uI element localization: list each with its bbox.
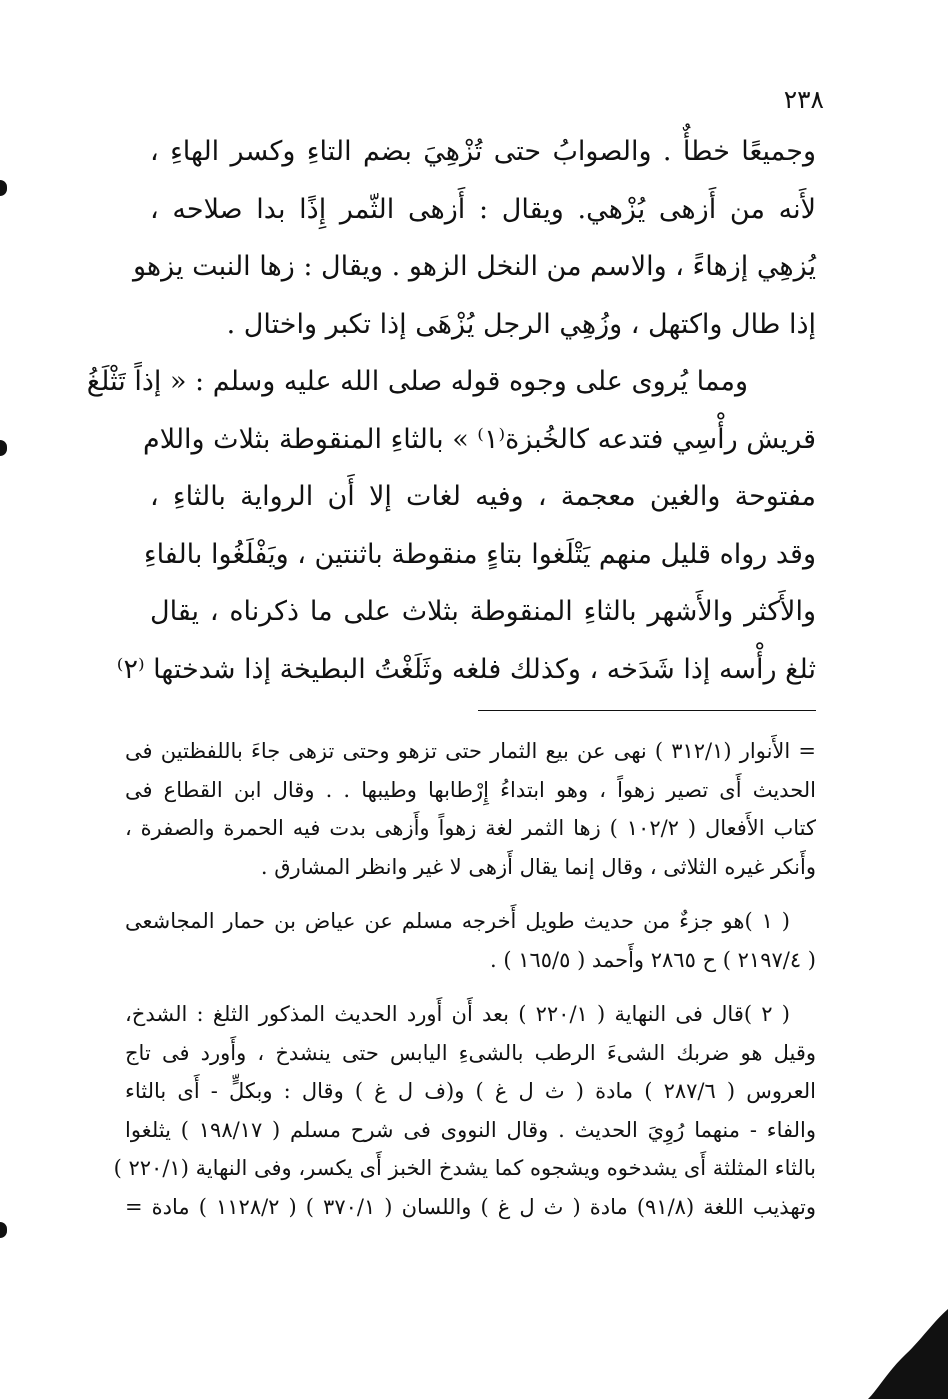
footnote-line: = الأَنوار (٣١٢/١ ) نهى عن بيع الثمار حتى تزهو وحتى تزهى جاءَ باللفظتين فى: [125, 739, 816, 763]
footnote-line: العروس ( ٢٨٧/٦ ) مادة ( ث ل غ ) و(ف ل غ ) وقال : وبكلٍّ - أَى بالثاء: [125, 1079, 816, 1103]
main-line: مفتوحة والغين معجمة ، وفيه لغات إلا أَن الرواية بالثاءِ ،: [150, 481, 816, 512]
scan-corner-shadow: [868, 1309, 948, 1399]
footnote-line: الحديث أَى تصير زهواً ، وهو ابتداءُ إِرْطابها وطيبها . . وقال ابن القطاع فى: [125, 777, 816, 802]
main-line: ومما يُروى على وجوه قوله صلى الله عليه وسلم : « إذاً تَثْلَغُ: [86, 366, 748, 397]
main-line: قريش رأْسِي فتدعه كالخُبزة⁽١⁾ » بالثاءِ المنقوطة بثلاث واللام: [143, 423, 816, 455]
footnote-gap: [125, 886, 816, 902]
footnote-line: والفاء - منهما رُوِيَ الحديث . وقال النووى فى شرح مسلم ( ١٩٨/١٧ ) يثلغوا: [125, 1117, 816, 1142]
footnote-line: وقيل هو ضربك الشىءَ الرطب بالشىءِ اليابس حتى ينشدخ ، وأَورد فى تاج: [125, 1040, 816, 1065]
main-line: ثلغ رأْسه إذا شَدَخه ، وكذلك فلغه وثَلَغْتُ البطيخة إذا شدختها ⁽٢⁾: [116, 653, 816, 685]
footnote-line: ( ١ )هو جزءٌ من حديث طويل أَخرجه مسلم عن عياض بن حمار المجاشعى: [125, 909, 791, 933]
binding-hole-mark: [0, 180, 7, 196]
footnotes: [113, 732, 817, 1226]
footnote-line: بالثاء المثلثة أَى يشدخوه ويشجوه كما يشدخ الخبز أَى يكسر، وفى النهاية (٢٢٠/١ ): [113, 1156, 816, 1180]
footnote-line: وأَنكر غيره الثلاثى ، وقال إنما يقال أَزهى لا غير وانظر المشارق .: [260, 854, 816, 879]
main-line: إذا طال واكتهل ، وزُهِي الرجل يُزْهَى إذا تكبر واختال .: [226, 308, 816, 340]
main-line: والأَكثر والأَشهر بالثاءِ المنقوطة بثلاث على ما ذكرناه ، يقال: [150, 596, 816, 627]
footnote-line: ( ٢ )قال فى النهاية ( ٢٢٠/١ ) بعد أَن أَورد الحديث المذكور الثلغ : الشدخ،: [125, 1002, 790, 1026]
footnote-divider: [478, 710, 816, 711]
main-text: [86, 123, 816, 698]
binding-hole-mark: [0, 440, 7, 456]
footnote-gap: [125, 979, 816, 995]
binding-hole-mark: [0, 1222, 7, 1238]
footnote-line: وتهذيب اللغة (٩١/٨) مادة ( ث ل غ ) واللسان ( ٣٧٠/١ ) ( ١١٢٨/٢ ) مادة =: [125, 1194, 816, 1219]
footnote-line: كتاب الأَفعال ( ١٠٢/٢ ) زها الثمر لغة زهواً وأَزهى بدت فيه الحمرة والصفرة ،: [125, 816, 817, 840]
main-line: يُزهِي إزهاءً ، والاسم من النخل الزهو . ويقال : زها النبت يزهو: [132, 251, 816, 282]
main-line: وقد رواه قليل منهم يَتْلَغوا بتاءٍ منقوطة باثنتين ، ويَفْلَغُوا بالفاءِ: [143, 538, 816, 570]
page-number: ٢٣٨: [783, 85, 824, 114]
footnote-line: ( ٢١٩٧/٤ ) ح ٢٨٦٥ وأَحمد ( ١٦٥/٥ ) .: [489, 947, 816, 972]
main-line: لأَنه من أَزهى يُزْهي. ويقال : أَزهى الثّمر إِذًا بدا صلاحه ،: [150, 193, 816, 225]
main-line: وجميعًا خطأٌ . والصوابُ حتى تُزْهِيَ بضم التاءِ وكسر الهاءِ ،: [150, 136, 816, 167]
